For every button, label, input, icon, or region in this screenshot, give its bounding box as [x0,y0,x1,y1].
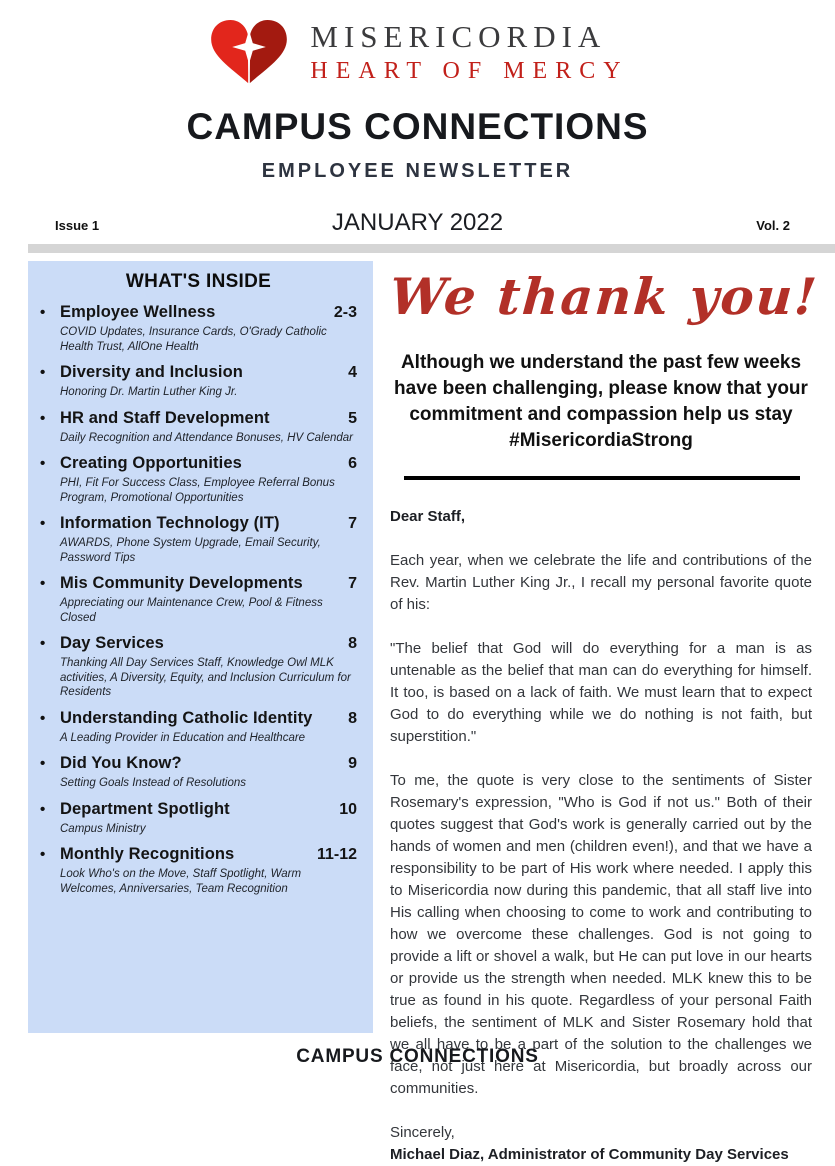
toc-item-pages: 4 [348,364,357,381]
bullet-icon: • [40,455,46,472]
letter-paragraph: Each year, when we celebrate the life and contributions of the Rev. Martin Luther King Jr., I recall my personal favorite quote of his: [390,551,812,613]
toc-item-pages: 6 [348,455,357,472]
bullet-icon: • [40,304,46,321]
newsletter-subtitle: EMPLOYEE NEWSLETTER [261,160,574,182]
toc-item-pages: 7 [348,515,357,532]
brand-tagline: HEART OF MERCY [310,57,629,84]
letter-paragraph: To me, the quote is very close to the sentiments of Sister Rosemary's expression, "Who is God if not us." Both of their quotes suggest that God's work is generally carried out by the hands of women and men (children even!), and that we have a responsibility to be part of His work where needed. I apply this to Misericordia now during this pandemic, that all staff live into His calling when choosing to come to work and contributing to how we overcome these challenges. God is not going to provide a lift or shovel a walk, but He can put love in our hearts or provide us the strength when needed. MLK knew this to be true as found in his quote. Regardless of your personal Faith beliefs, the sentiment of MLK and Sister Rosemary hold that we all have to be a part of the solution to the challenges we face, not just here at Misericordia, but broadly across our communities. [390,771,812,1097]
letter-closing: Sincerely, [390,1123,455,1141]
toc-item [40,800,357,837]
bullet-icon: • [40,635,46,652]
toc-item-subtitle: Daily Recognition and Attendance Bonuses, HV Calendar [60,431,354,444]
toc-item-title: Information Technology (IT) [60,514,280,532]
toc-item-title: Diversity and Inclusion [60,363,243,381]
bullet-icon: • [40,575,46,592]
toc-item-title: HR and Staff Development [60,408,270,427]
volume-number: Vol. 2 [756,218,790,233]
toc-item [40,454,357,505]
toc-item-pages: 8 [348,709,357,727]
toc-item-title: Mis Community Developments [60,574,303,592]
issue-bar [0,203,835,237]
bullet-icon: • [40,515,46,532]
toc-item-title: Department Spotlight [60,799,230,818]
toc-item-pages: 11-12 [316,846,357,863]
toc-item-subtitle: Thanking All Day Services Staff, Knowledge Owl MLK activities, A Diversity, Equity, and Inclusion Curriculum for Residents [60,657,351,698]
toc-item-pages: 10 [339,800,357,818]
toc-item-subtitle: Look Who's on the Move, Staff Spotlight, Warm Welcomes, Anniversaries, Team Recognition [60,868,302,895]
toc-item-title: Monthly Recognitions [60,845,235,863]
newsletter-title: CAMPUS CONNECTIONS [186,106,649,147]
bullet-icon: • [40,755,46,772]
toc-item-subtitle: A Leading Provider in Education and Healthcare [60,731,306,744]
heart-cross-logo-icon [206,15,292,89]
issue-date: JANUARY 2022 [331,209,504,236]
bullet-icon: • [40,800,46,818]
toc-item [40,363,357,400]
brand-name: MISERICORDIA [310,18,607,54]
bullet-icon: • [40,846,46,863]
main-content [0,261,835,1166]
toc-item [40,574,357,625]
toc-item-subtitle: Setting Goals Instead of Resolutions [60,777,247,789]
feature-headline: We thank you! [387,267,821,326]
letter-salutation: Dear Staff, [390,507,466,525]
logo [0,0,835,90]
masthead [0,106,835,183]
whats-inside-panel [28,261,373,1033]
toc-item-title: Understanding Catholic Identity [60,708,313,727]
toc-item-title: Employee Wellness [60,303,216,321]
divider [404,476,800,480]
toc-item [40,709,357,746]
toc-item-pages: 5 [348,409,357,427]
bullet-icon: • [40,409,46,427]
issue-number: Issue 1 [55,218,100,233]
toc-item [40,514,357,565]
toc-item [40,754,357,791]
toc-item-title: Day Services [60,634,164,652]
toc-item [40,303,357,354]
toc-item [40,409,357,446]
toc-item-subtitle: AWARDS, Phone System Upgrade, Email Security, Password Tips [60,537,321,564]
toc-item-pages: 9 [348,755,357,772]
bullet-icon: • [40,364,46,381]
feature-intro: Although we understand the past few weeks have been challenging, please know that your commitment and compassion help us stay #MisericordiaStrong [394,352,808,451]
divider [28,244,835,253]
toc-item-subtitle: Honoring Dr. Martin Luther King Jr. [60,386,238,398]
toc-item-pages: 8 [348,635,357,652]
toc-item-subtitle: COVID Updates, Insurance Cards, O'Grady Catholic Health Trust, AllOne Health [60,326,327,353]
toc-item-pages: 7 [348,575,357,592]
toc-item-subtitle: Appreciating our Maintenance Crew, Pool & Fitness Closed [60,597,323,624]
toc-item-title: Creating Opportunities [60,454,242,472]
toc-item-subtitle: Campus Ministry [60,822,146,835]
toc-item-title: Did You Know? [60,754,182,772]
toc-item [40,634,357,700]
footer-title: CAMPUS CONNECTIONS [296,1046,539,1067]
toc-heading: WHAT'S INSIDE [125,271,272,292]
letter-signature: Michael Diaz, Administrator of Community Day Services [390,1145,789,1163]
feature-column [387,261,821,1166]
toc-item-subtitle: PHI, Fit For Success Class, Employee Referral Bonus Program, Promotional Opportunities [60,477,335,504]
letter-paragraph: "The belief that God will do everything for a man is as untenable as the belief that man can do everything for himself. It too, is based on a lack of faith. We must learn that to expect God to do everything while we do nothing is not faith, but superstition." [390,639,812,745]
toc-item [40,845,357,896]
brand-text [310,20,628,84]
toc-item-pages: 2-3 [333,304,357,321]
bullet-icon: • [40,709,46,727]
